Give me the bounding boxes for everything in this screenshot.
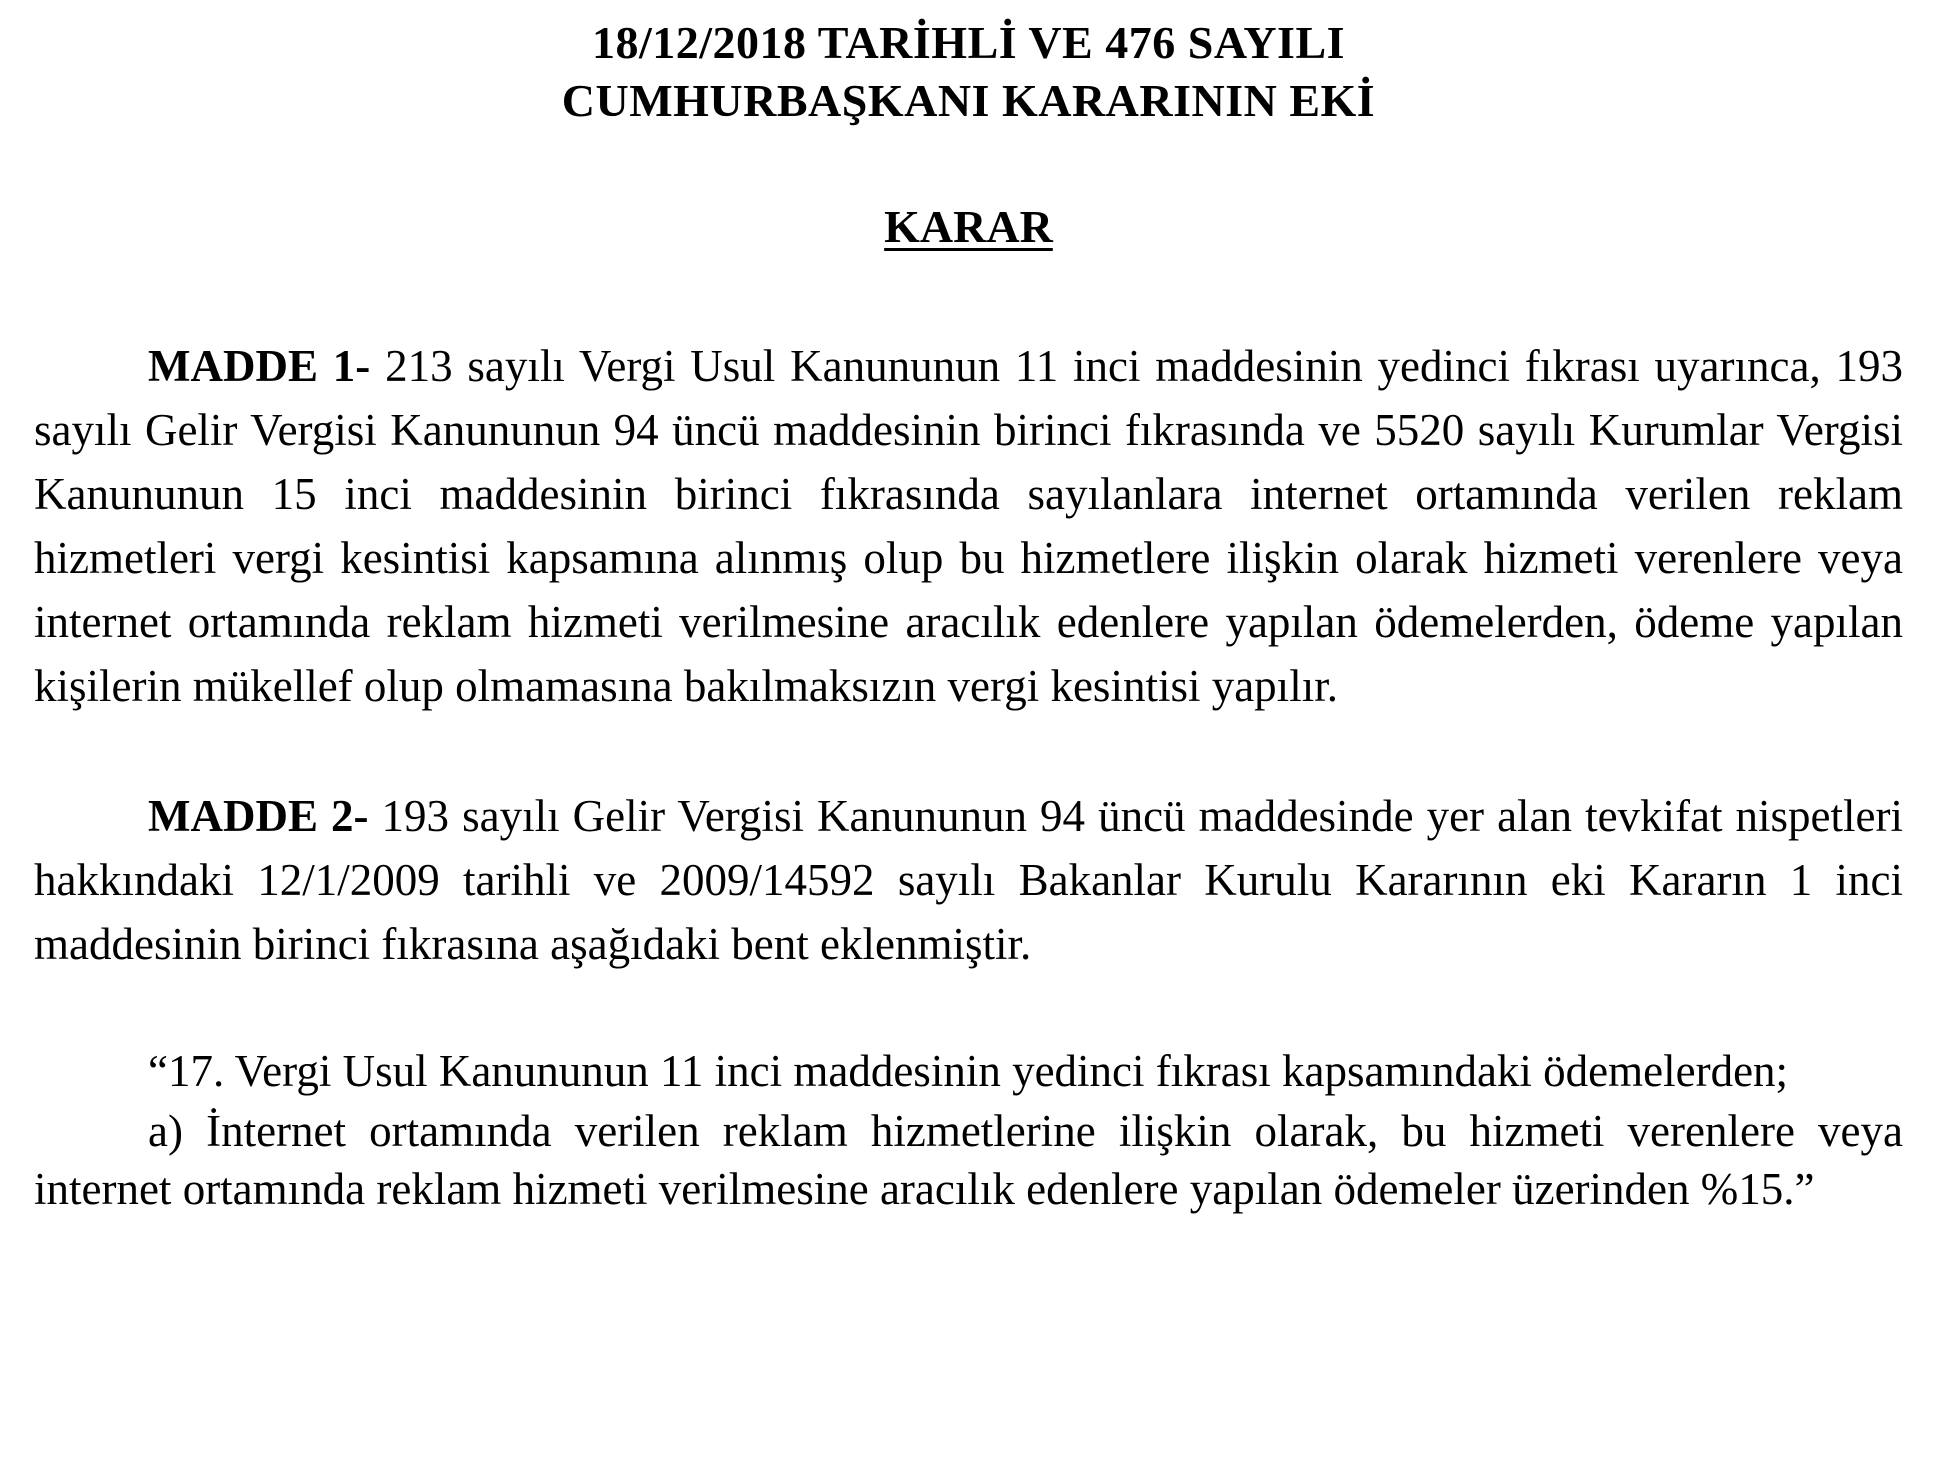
article-2-text: 193 sayılı Gelir Vergisi Kanununun 94 üncü maddesinde yer alan tevkifat nispetleri hakkındaki 12/1/2009 tarihli ve 2009/14592 sayılı Bakanlar Kurulu Kararının eki Kararın 1 inci maddesinin birinci fıkrasına aşağıdaki bent eklenmiştir. [34, 791, 1903, 969]
article-1-label: MADDE 1- [148, 341, 371, 391]
quoted-clause-item-a: a) İnternet ortamında verilen reklam hizmetlerine ilişkin olarak, bu hizmeti verenlere veya internet ortamında reklam hizmeti verilmesine aracılık edenlere yapılan ödemeler üzerinden %15.” [34, 1106, 1903, 1214]
document-header [34, 14, 1903, 130]
section-heading-wrap [34, 198, 1903, 256]
quoted-clause [34, 1042, 1903, 1218]
article-1-text: 213 sayılı Vergi Usul Kanununun 11 inci maddesinin yedinci fıkrası uyarınca, 193 sayılı Gelir Vergisi Kanununun 94 üncü maddesinin birinci fıkrasında ve 5520 sayılı Kurumlar Vergisi Kanununun 15 inci maddesinin birinci fıkrasında sayılanlara internet ortamında verilen reklam hizmetleri vergi kesintisi kapsamına alınmış olup bu hizmetlere ilişkin olarak hizmeti verenlere veya internet ortamında reklam hizmeti verilmesine aracılık edenlere yapılan ödemelerden, ödeme yapılan kişilerin mükellef olup olmamasına bakılmaksızın vergi kesintisi yapılır. [34, 341, 1903, 711]
section-heading: KARAR [884, 201, 1053, 252]
quoted-clause-intro: “17. Vergi Usul Kanununun 11 inci maddesinin yedinci fıkrası kapsamındaki ödemelerden; [148, 1046, 1789, 1096]
title-line-1: 18/12/2018 TARİHLİ VE 476 SAYILI [591, 17, 1346, 68]
article-1 [34, 334, 1903, 718]
article-2 [34, 784, 1903, 976]
article-2-label: MADDE 2- [148, 791, 369, 841]
title-line-2: CUMHURBAŞKANI KARARININ EKİ [561, 75, 1376, 126]
